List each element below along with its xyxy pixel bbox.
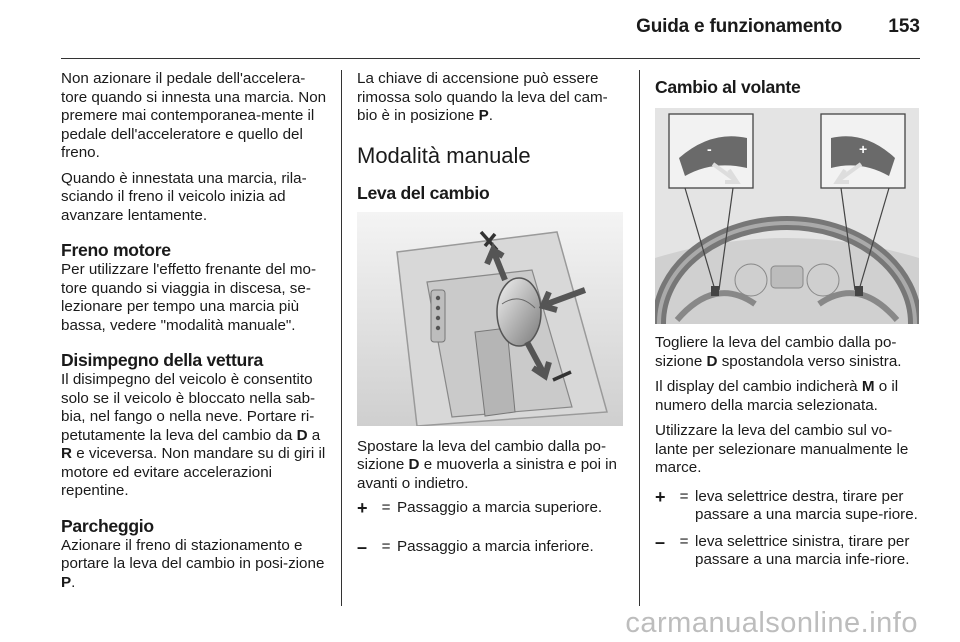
paragraph: Azionare il freno di stazionamento e portare la leva del cambio in posi-zione P. [61, 536, 325, 591]
column-2 [357, 70, 623, 556]
page-header-title: Guida e funzionamento [636, 16, 842, 37]
definition-minus: – = Passaggio a marcia inferiore. [357, 536, 594, 557]
section-heading: Cambio al volante [655, 77, 801, 97]
header-rule [61, 58, 920, 59]
minus-icon: – [357, 536, 368, 557]
section-heading: Parcheggio [61, 515, 154, 536]
section-freno-motore [61, 239, 327, 335]
paragraph: Quando è innestata una marcia, rila-sciando il freno il veicolo inizia ad avanzare lentamente. [61, 169, 307, 224]
definition-plus: + = leva selettrice destra, tirare per passare a una marcia supe-riore. [655, 486, 918, 523]
section-heading: Freno motore [61, 240, 171, 260]
paddle-plus-label: + [859, 141, 868, 157]
gear-lever-svg [357, 212, 623, 426]
paragraph: La chiave di accensione può essere rimossa solo quando la leva del cam-bio è in posizione P. [357, 70, 608, 124]
plus-icon: + [655, 486, 666, 507]
paragraph: Togliere la leva del cambio dalla po-sizione D spostandola verso sinistra. [655, 334, 902, 370]
plus-icon: + [357, 498, 368, 518]
paddle-minus-label: - [707, 141, 712, 157]
paragraph: Il disimpegno del veicolo è consentito solo se il veicolo è bloccato nella sab-bia, nel fango o nella neve. Portare ri-petutamente la leva del cambio da D a R e viceversa. Non mandare su di giri il motore ed evitare accelerazioni repentine. [61, 371, 326, 499]
watermark: carmanualsonline.info [625, 607, 918, 639]
column-3 [655, 70, 921, 570]
minus-icon: – [655, 531, 666, 552]
section-title: Modalità manuale [357, 142, 531, 168]
gear-lever-illustration [357, 212, 623, 426]
page-number: 153 [888, 16, 920, 37]
definition-minus: – = leva selettrice sinistra, tirare per passare a una marcia infe-riore. [655, 531, 910, 568]
column-1 [61, 70, 327, 606]
steering-wheel-svg [655, 108, 919, 324]
paragraph: Spostare la leva del cambio dalla po-sizione D e muoverla a sinistra e poi in avanti o indietro. [357, 437, 618, 492]
definition-plus: + = Passaggio a marcia superiore. [357, 498, 603, 518]
paragraph: Utilizzare la leva del cambio sul vo-lante per selezionare manualmente le marce. [655, 422, 909, 476]
paragraph: Per utilizzare l'effetto frenante del mo-tore quando si viaggia in discesa, se-lezionare per tempo una marcia più bassa, vedere "modalità manuale". [61, 261, 317, 334]
column-divider-1 [341, 70, 342, 606]
paragraph: Il display del cambio indicherà M o il numero della marcia selezionata. [655, 378, 899, 414]
section-disimpegno [61, 349, 327, 501]
section-heading: Disimpegno della vettura [61, 350, 264, 370]
section-heading: Leva del cambio [357, 182, 490, 203]
column-divider-2 [639, 70, 640, 606]
paragraph: Non azionare il pedale dell'accelera-tore quando si innesta una marcia. Non premere mai contemporanea-mente il pedale dell'acceleratore e quello del freno. [61, 70, 327, 161]
steering-wheel-illustration [655, 108, 919, 324]
section-parcheggio [61, 515, 327, 593]
